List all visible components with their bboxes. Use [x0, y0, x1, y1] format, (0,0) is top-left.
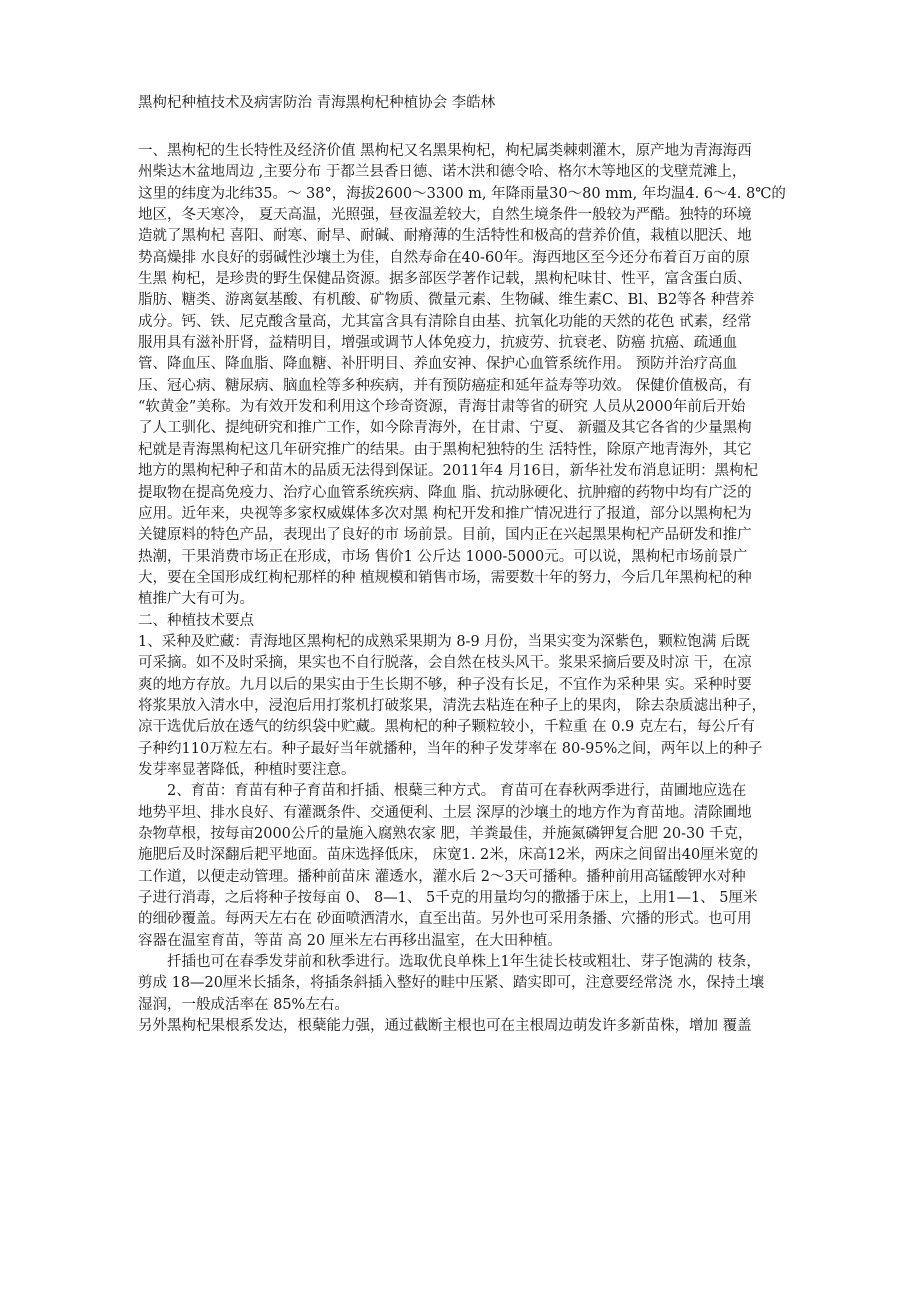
text-line: 容器在温室育苗，等苗 高 20 厘米左右再移出温室，在大田种植。 [138, 932, 562, 949]
text-line: “软黄金”美称。为有效开发和利用这个珍奇资源，青海甘肃等省的研究 人员从2000年前后开始 [138, 399, 746, 416]
text-line: 的细砂覆盖。每两天左右在 砂面喷洒清水，直至出苗。另外也可采用条播、穴播的形式。也可用 [138, 911, 752, 928]
text-line: 地势平坦、排水良好、有灌溉条件、交通便利、土层 深厚的沙壤土的地方作为育苗地。清除圃地 [138, 804, 752, 821]
text-line: 发芽率显著降低，种植时要注意。 [138, 761, 356, 778]
text-line: 湿润，一般成活率在 85%左右。 [138, 996, 349, 1013]
text-line: 热潮，干果消费市场正在形成，市场 售价1 公斤达 1000-5000元。可以说，黑枸杞市场前景广 [138, 548, 748, 565]
text-line: 造就了黑枸杞 喜阳、耐寒、耐旱、耐碱、耐瘠薄的生活特性和极高的营养价值，栽植以肥沃、地 [138, 228, 752, 245]
text-line: 凉干选优后放在透气的纺织袋中贮藏。黑枸杞的种子颗粒较小，千粒重 在 0.9 克左右，每公斤有 [138, 719, 755, 736]
text-line: 势高燥排 水良好的弱碱性沙壤土为佳，自然寿命在40-60年。海西地区至今还分布着百万亩的原 [138, 249, 750, 266]
text-line: 植推广大有可为。 [138, 591, 254, 608]
text-line: 可采摘。如不及时采摘，果实也不自行脱落，会自然在枝头风干。浆果采摘后要及时凉 干，在凉 [138, 655, 752, 672]
text-line: 脂肪、糖类、游离氨基酸、有机酸、矿物质、微量元素、生物碱、维生素C、Bl、B2等各 种营养 [138, 292, 755, 309]
text-line: 成分。钙、铁、尼克酸含量高，尤其富含具有清除自由基、抗氧化功能的天然的花色 甙素，经常 [138, 313, 752, 330]
text-line: 州柴达木盆地周边 ,主要分布 于都兰县香日德、诺木洪和德令哈、格尔木等地区的戈壁荒滩上， [138, 164, 747, 181]
text-line: 施肥后及时深翻后耙平地面。苗床选择低床， 床宽1. 2米，床高12米，两床之间留出40厘米宽的 [138, 847, 759, 864]
text-line: 另外黑枸杞果根系发达，根蘖能力强，通过截断主根也可在主根周边萌发许多新苗株，增加 覆盖 [138, 1018, 752, 1035]
text-line: 这里的纬度为北纬35。～ 38°，海拔2600～3300 m, 年降雨量30～80 mm, 年均温4. 6～4. 8℃的 [138, 185, 786, 202]
text-line: 应用。近年来，央视等多家权威媒体多次对黑 枸杞开发和推广情况进行了报道，部分以黑枸杞为 [138, 505, 752, 522]
text-line: 地方的黑枸杞种子和苗木的品质无法得到保证。2011年4 月16日，新华社发布消息证明：黑枸杞 [138, 463, 759, 480]
text-line: 关键原料的特色产品，表现出了良好的市 场前景。目前，国内正在兴起黑果枸杞产品研发和推广 [138, 527, 752, 544]
text-line: 压、冠心病、糖尿病、脑血栓等多种疾病，并有预防癌症和延年益寿等功效。 保健价值极高，有 [138, 377, 752, 394]
text-line: 子进行消毒，之后将种子按每亩 0、 8—1、 5千克的用量均匀的撒播于床上，上用1—1、 5厘米 [138, 890, 758, 907]
text-line: 杂物草根，按每亩2000公斤的量施入腐熟农家 肥，羊粪最佳，并施氮磷钾复合肥 20-30 千克， [138, 826, 753, 842]
text-line: 子种约110万粒左右。种子最好当年就播种，当年的种子发芽率在 80-95%之间，两年以上的种子 [138, 740, 763, 757]
text-line: 地区，冬天寒冷， 夏天高温，光照强，昼夜温差较大，自然生境条件一般较为严酷。独特的环境 [138, 207, 752, 224]
section-heading: 二、种植技术要点 [138, 612, 254, 629]
text-line: 扦插也可在春季发芽前和秋季进行。选取优良单株上1年生徒长枝或粗壮、芽子饱满的 枝条， [167, 954, 761, 971]
text-line: 了人工驯化、提纯研究和推广工作，如今除青海外，在甘肃、宁夏、 新疆及其它各省的少量黑枸 [138, 420, 752, 437]
text-line: 工作道，以便走动管理。播种前苗床 灌透水，灌水后 2～3天可播种。播种前用高锰酸钾水对种 [138, 868, 746, 885]
text-line: 剪成 18—20厘米长插条，将插条斜插入整好的畦中压紧、踏实即可，注意要经常浇 水，保持土壤 [138, 975, 765, 992]
text-line: 爽的地方存放。九月以后的果实由于生长期不够，种子没有长足，不宜作为采种果 实。采种时要 [138, 676, 752, 693]
text-line: 生黑 枸杞，是珍贵的野生保健品资源。据多部医学著作记载，黑枸杞味甘、性平，富含蛋白质、 [138, 271, 752, 288]
text-line: 一、黑枸杞的生长特性及经济价值 黑枸杞又名黑果枸杞，枸杞属类棘刺灌木，原产地为青海海西 [138, 143, 752, 159]
text-line: 1、采种及贮藏：青海地区黑枸杞的成熟采果期为 8-9 月份，当果实变为深紫色，颗粒饱满 后既 [138, 633, 750, 650]
text-line: 大，要在全国形成红枸杞那样的种 植规模和销售市场，需要数十年的努力，今后几年黑枸杞的种 [138, 569, 752, 586]
text-line: 杞就是青海黑枸杞这几年研究推广的结果。由于黑枸杞独特的生 活特性，除原产地青海外，其它 [138, 441, 752, 458]
text-line: 服用具有滋补肝肾，益精明目，增强或调节人体免疫力，抗疲劳、抗衰老、防癌 抗癌、疏通血 [138, 335, 738, 352]
text-line: 将浆果放入清水中，浸泡后用打浆机打破浆果，清洗去粘连在种子上的果肉， 除去杂质滤出种子， [138, 697, 767, 714]
document-title: 黑枸杞种植技术及病害防治 青海黑枸杞种植协会 李皓林 [138, 95, 496, 111]
text-line: 2、育苗：育苗有种子育苗和扦插、根蘖三种方式。 育苗可在春秋两季进行，苗圃地应选在 [167, 783, 747, 800]
text-line: 管、降血压、降血脂、降血糖、补肝明目、养血安神、保护心血管系统作用。 预防并治疗高血 [138, 356, 738, 373]
text-line: 提取物在提高免疫力、治疗心血管系统疾病、降血 脂、抗动脉硬化、抗肿瘤的药物中均有广泛的 [138, 484, 752, 501]
document-body [138, 141, 798, 1037]
